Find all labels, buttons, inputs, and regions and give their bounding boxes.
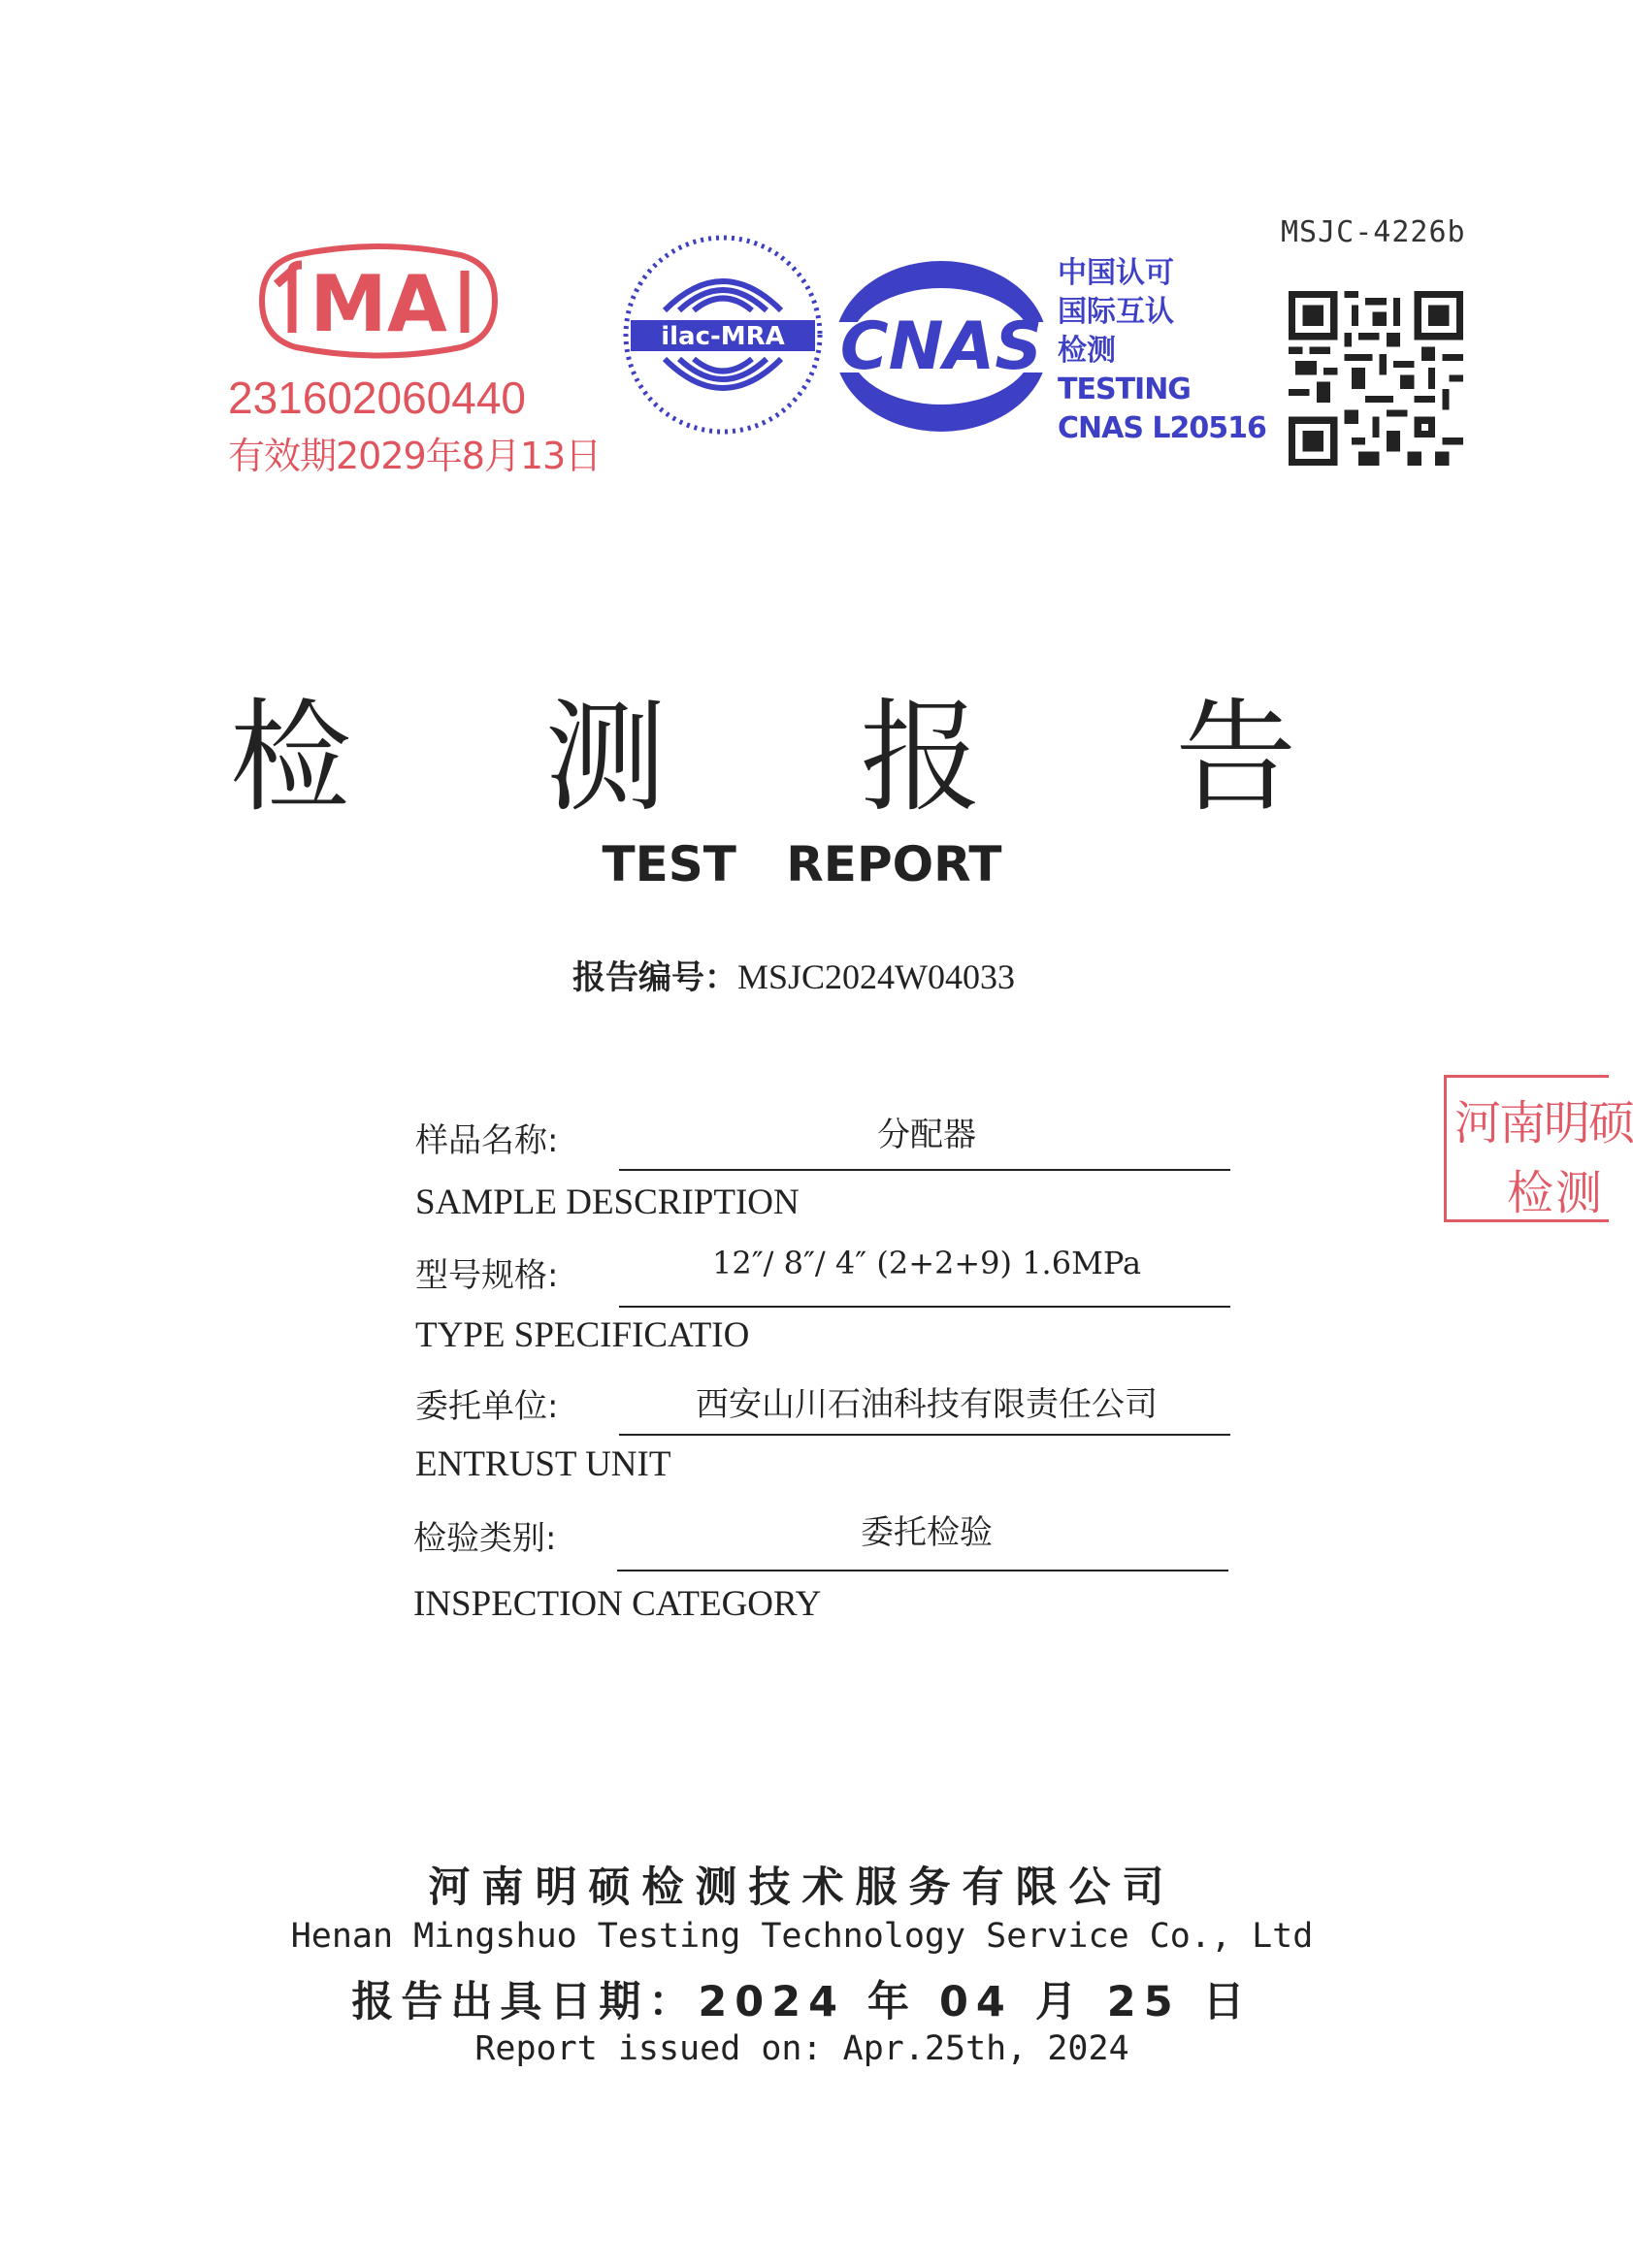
issue-date-cn: 报告出具日期：2024 年 04 月 25 日: [351, 1978, 1253, 2026]
inspection-category-label-en: INSPECTION CATEGORY: [413, 1584, 822, 1624]
sample-name-underline: [619, 1169, 1230, 1171]
cma-stamp: [228, 238, 602, 480]
entrust-unit-value: 西安山川石油科技有限责任公司: [696, 1385, 1158, 1424]
cnas-line-3: 检测: [1058, 334, 1116, 368]
inspection-category-label: 检验类别:: [413, 1519, 557, 1558]
title-char-3: 报: [860, 688, 1060, 828]
sample-name-value: 分配器: [877, 1116, 976, 1154]
cma-number: 231602060440: [228, 373, 526, 423]
seal-line-2: 检测: [1507, 1166, 1605, 1220]
cma-logo-icon: [257, 245, 500, 357]
report-number-label: 报告编号：: [572, 958, 737, 997]
cnas-line-1: 中国认可: [1058, 256, 1174, 290]
cnas-line-5: CNAS L20516: [1058, 411, 1266, 445]
type-spec-label-en: TYPE SPECIFICATIO: [415, 1315, 750, 1355]
title-char-4: 告: [1175, 688, 1375, 828]
title-char-1: 检: [229, 688, 429, 828]
type-spec-underline: [619, 1306, 1230, 1308]
ilac-mra-logo-icon: [621, 233, 825, 437]
cnas-line-4: TESTING: [1058, 373, 1191, 406]
cma-mark-text: MA: [310, 259, 447, 349]
entrust-unit-label-en: ENTRUST UNIT: [415, 1444, 671, 1484]
seal-line-1: 河南明硕: [1454, 1096, 1633, 1150]
sample-name-label-en: SAMPLE DESCRIPTION: [415, 1183, 800, 1222]
document-code: MSJC-4226b: [1281, 215, 1466, 249]
cnas-caption: [1058, 254, 1266, 448]
company-name-cn: 河南明硕检测技术服务有限公司: [428, 1863, 1176, 1912]
cnas-line-2: 国际互认: [1058, 295, 1174, 329]
company-seal-stamp: [1444, 1075, 1633, 1222]
type-spec-label: 型号规格:: [415, 1256, 559, 1295]
ilac-mark-text: ilac-MRA: [661, 322, 785, 351]
inspection-category-value: 委托检验: [861, 1513, 993, 1552]
qr-code-icon: [1289, 291, 1463, 466]
entrust-unit-underline: [619, 1434, 1230, 1436]
sample-name-label: 样品名称:: [415, 1121, 559, 1160]
entrust-unit-label: 委托单位:: [415, 1387, 559, 1426]
title-char-2: 测: [544, 688, 744, 828]
type-spec-value: 12″/ 8″/ 4″ (2+2+9) 1.6MPa: [711, 1245, 1142, 1281]
cnas-logo-icon: [825, 254, 1058, 438]
report-title-cn: [0, 660, 1604, 834]
report-number-value: MSJC2024W04033: [737, 957, 1016, 996]
company-name-en: Henan Mingshuo Testing Technology Service Co., Ltd: [290, 1917, 1314, 1956]
report-title-en: TEST REPORT: [602, 836, 1002, 892]
inspection-category-underline: [617, 1570, 1228, 1571]
cma-validity: 有效期2029年8月13日: [228, 435, 602, 477]
issue-date-en: Report issued on: Apr.25th, 2024: [474, 2029, 1129, 2068]
report-number: [572, 951, 1015, 998]
cnas-mark-text: CNAS: [839, 308, 1043, 385]
